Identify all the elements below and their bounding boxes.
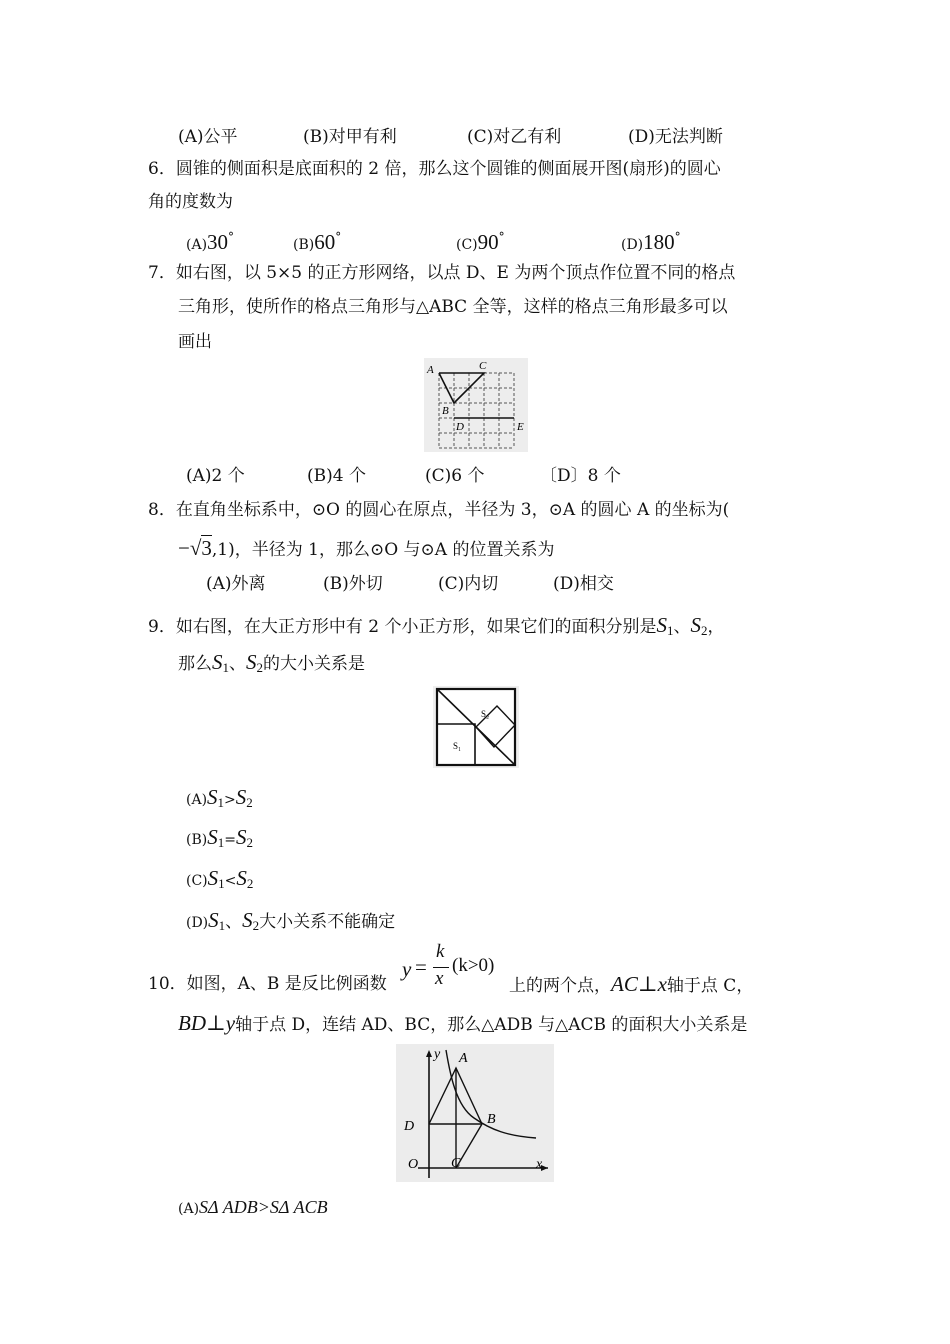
q5-option-d[interactable]: (D)无法判断 bbox=[628, 127, 723, 147]
q7-option-c[interactable]: (C)6 个 bbox=[425, 466, 485, 486]
q10-line1-mid: 上的两个点， bbox=[509, 976, 611, 996]
q9-c-s2-sub: 2 bbox=[246, 876, 254, 891]
q7-option-a[interactable]: (A)2 个 bbox=[186, 466, 245, 486]
q9-d-s1 bbox=[208, 908, 225, 932]
q9-sep: 、 bbox=[673, 617, 691, 637]
q7-stem-line2: 三角形，使所作的格点三角形与△ABC 全等，这样的格点三角形最多可以 bbox=[178, 297, 728, 317]
q9-d-s2 bbox=[242, 908, 259, 932]
q10-option-a-text: SΔ ADB>SΔ ACB bbox=[199, 1197, 328, 1217]
q10-line1-post: 轴于点 C， bbox=[666, 976, 754, 996]
q9-d-s2-s: S bbox=[242, 908, 253, 932]
q10-func-cond: (k>0) bbox=[452, 955, 495, 976]
q6-option-a-letter: (A) bbox=[186, 237, 208, 253]
q7-label-e: E bbox=[517, 421, 524, 433]
q8-option-b[interactable]: (B)外切 bbox=[323, 574, 383, 594]
q6-option-d-value: 180 bbox=[643, 230, 675, 254]
q9-l2-sep: 、 bbox=[229, 654, 246, 674]
q5-option-a[interactable]: (A)公平 bbox=[178, 127, 238, 147]
q6-option-d[interactable] bbox=[621, 226, 681, 256]
q10-func-eq: = bbox=[415, 955, 427, 979]
q9-a-s2 bbox=[236, 785, 253, 809]
q8-minus-sign: − bbox=[178, 536, 190, 560]
q10-option-a-letter: (A) bbox=[178, 1201, 200, 1217]
q5-option-c[interactable]: (C)对乙有利 bbox=[467, 127, 562, 147]
q9-d-s1-sub: 1 bbox=[218, 918, 226, 933]
q6-option-b-value: 60 bbox=[314, 230, 336, 254]
q6-option-b[interactable] bbox=[293, 226, 341, 256]
q9-option-d-tail: 大小关系不能确定 bbox=[259, 912, 396, 932]
q8-option-d[interactable]: (D)相交 bbox=[553, 574, 614, 594]
q10-func-y: y bbox=[402, 957, 412, 981]
q9-stem-text: 9．如右图，在大正方形中有 2 个小正方形，如果它们的面积分别是 bbox=[148, 617, 657, 637]
q9-line2-post: 的大小关系是 bbox=[263, 654, 365, 674]
q10-label-c: C bbox=[451, 1156, 461, 1171]
q9-b-s2-sub: 2 bbox=[246, 835, 253, 850]
q9-a-s2-s: S bbox=[235, 785, 247, 809]
q9-d-s1-s: S bbox=[208, 908, 219, 932]
q6-option-a[interactable] bbox=[186, 226, 234, 256]
q9-s2 bbox=[690, 613, 707, 637]
q6-option-b-unit: ° bbox=[335, 230, 342, 244]
q9-stem-line2 bbox=[178, 651, 365, 679]
q6-option-d-letter: (D) bbox=[621, 237, 644, 253]
q9-c-s1 bbox=[208, 866, 225, 890]
q10-line2-post: 轴于点 D，连结 AD、BC，那么△ADB 与△ACB 的面积大小关系是 bbox=[235, 1015, 748, 1035]
q10-label-d: D bbox=[404, 1119, 415, 1134]
q9-l2-s2-s: S bbox=[246, 650, 257, 674]
q10-figure-bg bbox=[396, 1044, 554, 1182]
q7-label-d: D bbox=[456, 421, 464, 433]
q9-option-b-rel: = bbox=[224, 832, 236, 848]
q9-c-s1-s: S bbox=[207, 866, 219, 890]
q9-a-s1-sub: 1 bbox=[217, 795, 225, 810]
q8-stem-line2 bbox=[178, 537, 554, 561]
q6-stem-line1: 6．圆锥的侧面积是底面积的 2 倍，那么这个圆锥的侧面展开图(扇形)的圆心 bbox=[148, 159, 721, 179]
q6-option-c-unit: ° bbox=[498, 230, 505, 244]
q9-label-s2: S₂ bbox=[481, 709, 490, 719]
q9-s2-sub: 2 bbox=[700, 623, 708, 638]
q6-option-a-value: 30 bbox=[207, 230, 229, 254]
q8-option-a[interactable]: (A)外离 bbox=[206, 574, 266, 594]
q9-option-a-letter: (A) bbox=[186, 792, 208, 808]
q10-bd-perp-y: BD⊥y bbox=[178, 1011, 236, 1035]
q9-option-c[interactable] bbox=[186, 867, 253, 895]
q8-sqrt-sign: √ bbox=[189, 536, 202, 560]
q10-label-y: y bbox=[434, 1047, 441, 1062]
q9-c-s2-s: S bbox=[236, 866, 247, 890]
q9-label-s1: S₁ bbox=[453, 741, 462, 751]
q7-label-a: A bbox=[427, 364, 434, 376]
q9-l2-s1-s: S bbox=[212, 650, 223, 674]
q7-stem-line3: 画出 bbox=[178, 332, 212, 352]
q10-func-num: k bbox=[436, 941, 445, 962]
q8-option-c[interactable]: (C)内切 bbox=[438, 574, 499, 594]
q9-d-s2-sub: 2 bbox=[252, 918, 260, 933]
q7-stem-line1: 7．如右图，以 5×5 的正方形网络，以点 D、E 为两个顶点作位置不同的格点 bbox=[148, 263, 736, 283]
q7-option-d[interactable]: 〔D〕8 个 bbox=[540, 466, 621, 486]
q9-option-c-letter: (C) bbox=[186, 873, 208, 889]
q9-b-s1 bbox=[207, 825, 224, 849]
q10-stem-line2 bbox=[178, 1012, 747, 1036]
q9-b-s1-sub: 1 bbox=[217, 835, 225, 850]
q10-label-a: A bbox=[459, 1051, 468, 1066]
q8-stem-line2-rest: ,1)，半径为 1，那么⊙O 与⊙A 的位置关系为 bbox=[211, 540, 555, 560]
q9-c-s2 bbox=[236, 866, 253, 890]
q6-option-c-value: 90 bbox=[477, 230, 499, 254]
q9-l2-s1-sub: 1 bbox=[222, 660, 229, 675]
q9-option-d-letter: (D) bbox=[186, 915, 209, 931]
q7-label-c: C bbox=[479, 360, 487, 372]
q9-s2-s: S bbox=[690, 613, 701, 637]
q9-option-d-rel: 、 bbox=[225, 912, 243, 932]
q6-option-c-letter: (C) bbox=[456, 237, 478, 253]
q10-stem-line1-pre: 10．如图，A、B 是反比例函数 bbox=[148, 974, 387, 994]
q9-s1-sub: 1 bbox=[666, 623, 674, 638]
q9-c-s1-sub: 1 bbox=[218, 876, 225, 891]
q6-option-d-unit: ° bbox=[674, 230, 681, 244]
q8-sqrt-radicand: 3 bbox=[201, 536, 212, 560]
q10-option-a[interactable] bbox=[178, 1196, 328, 1220]
q9-squares-figure bbox=[433, 686, 519, 768]
q9-option-c-rel: < bbox=[224, 873, 237, 889]
q9-comma: ， bbox=[707, 617, 725, 637]
q7-grid-figure bbox=[424, 358, 528, 452]
q9-option-a[interactable] bbox=[186, 786, 253, 814]
q9-b-s2-s: S bbox=[235, 825, 247, 849]
q6-option-b-letter: (B) bbox=[293, 237, 315, 253]
q9-s1-s: S bbox=[656, 613, 667, 637]
q10-stem-line1-rest bbox=[509, 973, 753, 997]
q7-label-b: B bbox=[442, 405, 449, 417]
q10-label-b: B bbox=[487, 1112, 496, 1127]
q9-b-s1-s: S bbox=[207, 825, 218, 849]
q6-option-a-unit: ° bbox=[228, 230, 235, 244]
q9-l2-s1 bbox=[212, 650, 229, 674]
q7-figure-bg bbox=[424, 358, 528, 452]
q6-stem-line2: 角的度数为 bbox=[148, 192, 233, 212]
q9-b-s2 bbox=[236, 825, 253, 849]
q10-func-den: x bbox=[435, 968, 444, 989]
q5-option-b[interactable]: (B)对甲有利 bbox=[303, 127, 397, 147]
q10-label-x: x bbox=[536, 1157, 543, 1172]
q9-l2-s2 bbox=[246, 650, 263, 674]
q6-option-c[interactable] bbox=[456, 226, 505, 256]
q9-stem-line1 bbox=[148, 614, 724, 642]
q9-option-b[interactable] bbox=[186, 826, 253, 854]
q9-l2-s2-sub: 2 bbox=[256, 660, 263, 675]
q9-option-b-letter: (B) bbox=[186, 832, 208, 848]
q9-option-d[interactable] bbox=[186, 909, 395, 937]
q8-stem-line1: 8．在直角坐标系中，⊙O 的圆心在原点，半径为 3，⊙A 的圆心 A 的坐标为( bbox=[148, 500, 730, 520]
q7-option-b[interactable]: (B)4 个 bbox=[307, 466, 366, 486]
q10-label-o: O bbox=[408, 1157, 419, 1172]
q9-a-s1-s: S bbox=[207, 785, 218, 809]
q10-ac-perp-x: AC⊥x bbox=[611, 972, 667, 996]
q9-option-a-rel: > bbox=[224, 792, 236, 808]
q9-a-s2-sub: 2 bbox=[246, 795, 253, 810]
q9-line2-pre: 那么 bbox=[178, 654, 212, 674]
q9-s1 bbox=[656, 613, 673, 637]
q10-graph-figure bbox=[396, 1044, 554, 1182]
q9-a-s1 bbox=[207, 785, 224, 809]
